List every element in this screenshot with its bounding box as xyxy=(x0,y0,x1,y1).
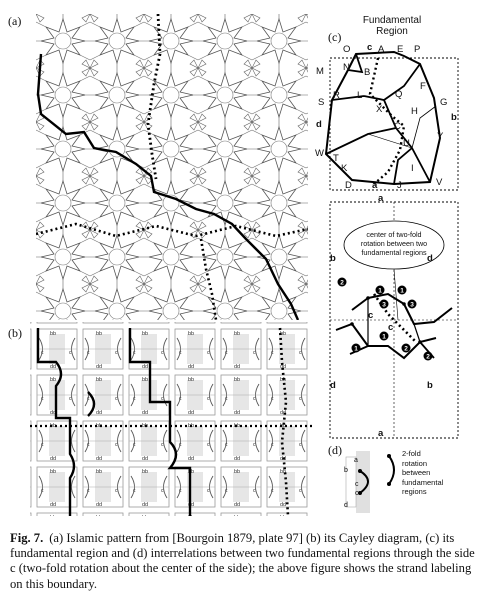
side-label-a-upper: a xyxy=(372,180,378,191)
vertex-label-P: P xyxy=(414,44,421,55)
vertex-label-U: U xyxy=(403,138,410,149)
vertex-label-L: L xyxy=(357,90,363,101)
side-label-a-bottom: a xyxy=(378,428,384,439)
strand-number: 1 xyxy=(378,287,382,295)
side-label-b-right: b xyxy=(427,380,433,391)
strand-number: 1 xyxy=(382,333,386,341)
callout-line3: fundamental regions xyxy=(361,248,427,257)
side-label-b-upper: b xyxy=(451,112,457,123)
vertex-label-I: I xyxy=(411,163,414,174)
strand-number: 2 xyxy=(340,279,344,287)
vertex-label-X: X xyxy=(376,104,383,115)
vertex-label-Y: Y xyxy=(437,131,444,142)
legend-label-d: d xyxy=(344,502,348,509)
side-label-d-right: d xyxy=(427,253,433,264)
strand-number: 1 xyxy=(354,345,358,353)
legend-d-text xyxy=(402,449,443,497)
vertex-label-N: N xyxy=(343,62,350,73)
vertex-label-W: W xyxy=(315,148,324,159)
callout-line1: center of two-fold xyxy=(366,230,422,239)
vertex-label-c: c xyxy=(367,42,373,53)
strand-number: 3 xyxy=(410,301,414,309)
legend-label-c2: c xyxy=(355,490,359,497)
vertex-label-E: E xyxy=(397,44,404,55)
vertex-label-K: K xyxy=(341,163,348,174)
strand-number: 2 xyxy=(404,345,408,353)
vertex-label-C: C xyxy=(394,121,401,132)
vertex-label-S: S xyxy=(318,97,325,108)
legend-text-line2: rotation xyxy=(402,458,428,468)
figure-number: Fig. 7. xyxy=(10,531,44,545)
callout-text xyxy=(340,230,448,257)
side-label-d-upper: d xyxy=(316,119,322,130)
panel-d-tag: (d) xyxy=(328,443,342,457)
vertex-label-G: G xyxy=(440,97,448,108)
vertex-label-B: B xyxy=(364,67,371,78)
vertex-label-J: J xyxy=(397,180,402,191)
strand-number: 3 xyxy=(382,301,386,309)
legend-text-line5: regions xyxy=(402,487,427,496)
vertex-label-A: A xyxy=(378,44,385,55)
vertex-label-O: O xyxy=(343,44,351,55)
legend-label-c1: c xyxy=(355,481,359,488)
side-label-d-left: d xyxy=(330,380,336,391)
vertex-label-T: T xyxy=(333,153,339,164)
figure-caption xyxy=(10,531,475,592)
fundamental-title-line1: Fundamental xyxy=(362,15,422,26)
vertex-label-D: D xyxy=(345,180,352,191)
vertex-label-F: F xyxy=(420,81,426,92)
side-label-a-top: a xyxy=(378,193,384,204)
legend-rotation-icon xyxy=(385,450,401,490)
side-label-b-left: b xyxy=(330,253,336,264)
cayley-diagram xyxy=(30,322,312,516)
side-label-c-center2: c xyxy=(388,322,394,333)
legend-text-line4: fundamental xyxy=(402,477,444,487)
legend-label-a: a xyxy=(354,457,358,464)
vertex-label-R: R xyxy=(333,90,340,101)
fundamental-title-line2: Region xyxy=(376,26,408,37)
caption-text: (a) Islamic pattern from [Bourgoin 1879, plate 97] (b) its Cayley diagram, (c) its fundamental region and (d) interrelations between two fundamental regions through the side c (two-fold rotation about the center of the side); the above figure shows the strand labeling on this boundary. xyxy=(10,531,475,591)
legend-text-line1: 2-fold xyxy=(402,449,421,458)
callout-line2: rotation between two xyxy=(360,239,428,248)
legend-label-b: b xyxy=(344,467,348,474)
strand-number: 1 xyxy=(400,287,404,295)
strand-number: 2 xyxy=(426,353,430,361)
panel-c-tag: (c) xyxy=(328,30,342,44)
vertex-label-Q: Q xyxy=(395,89,403,100)
legend-text-line3: between xyxy=(402,468,431,477)
panel-b-tag: (b) xyxy=(8,326,22,340)
vertex-label-V: V xyxy=(436,177,443,188)
side-label-c-center1: c xyxy=(368,310,374,321)
fundamental-title xyxy=(362,15,422,37)
vertex-label-M: M xyxy=(316,66,324,77)
islamic-pattern xyxy=(36,14,308,320)
vertex-label-H: H xyxy=(411,106,418,117)
panel-a-tag: (a) xyxy=(8,14,22,28)
